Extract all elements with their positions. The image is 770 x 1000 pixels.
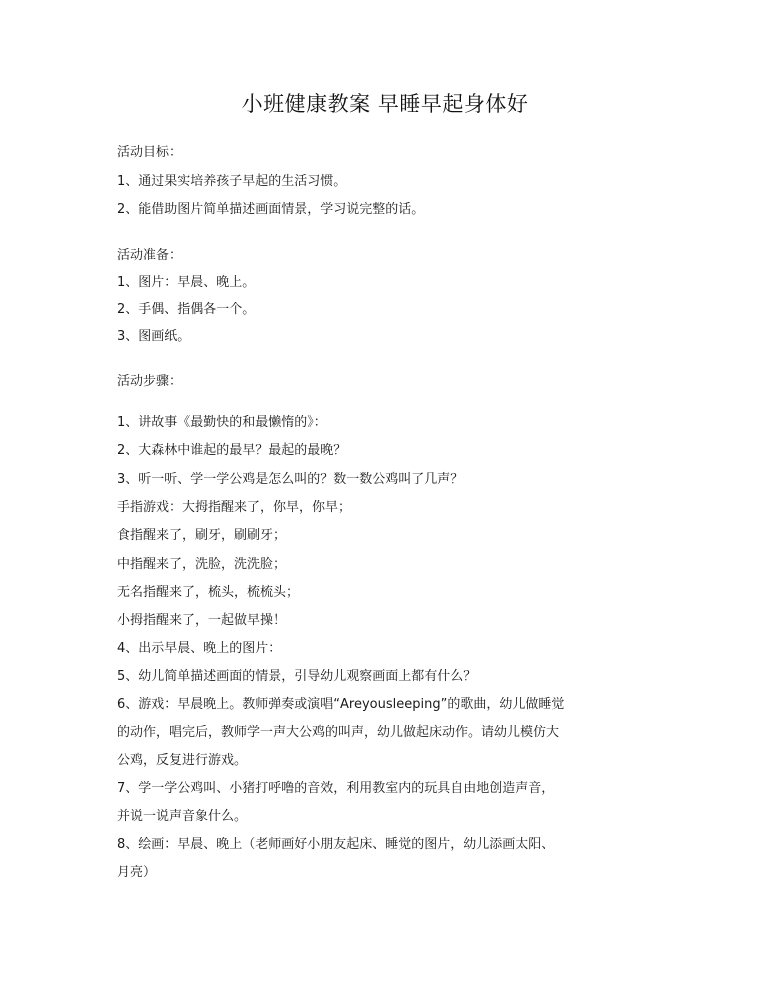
step-line: 手指游戏：大拇指醒来了，你早，你早； <box>117 500 352 515</box>
step-line: 4、出示早晨、晚上的图片： <box>117 641 282 656</box>
step-line: 小拇指醒来了，一起做早操！ <box>117 613 287 628</box>
step-line: 2、大森林中谁起的最早？最起的最晚？ <box>117 443 347 458</box>
document-title: 小班健康教案 早睡早起身体好 <box>241 92 529 116</box>
step-line: 6、游戏：早晨晚上。教师弹奏或演唱“Areyousleeping”的歌曲，幼儿做睡觉 <box>117 697 565 712</box>
step-line: 的动作，唱完后，教师学一声大公鸡的叫声，幼儿做起床动作。请幼儿模仿大 <box>117 725 560 740</box>
preparation-item: 3、图画纸。 <box>117 329 191 344</box>
goals-heading: 活动目标： <box>117 145 183 160</box>
preparation-item: 2、手偶、指偶各一个。 <box>117 302 256 317</box>
step-line: 1、讲故事《最勤快的和最懒惰的》： <box>117 415 327 430</box>
step-line: 5、幼儿简单描述画面的情景，引导幼儿观察画面上都有什么？ <box>117 669 477 684</box>
step-line: 公鸡，反复进行游戏。 <box>117 753 248 768</box>
step-line: 食指醒来了，刷牙，刷刷牙； <box>117 528 287 543</box>
step-line: 7、学一学公鸡叫、小猪打呼噜的音效，利用教室内的玩具自由地创造声音， <box>117 781 555 796</box>
goal-item: 1、通过果实培养孩子早起的生活习惯。 <box>117 174 347 189</box>
preparation-heading: 活动准备： <box>117 248 183 263</box>
step-line: 月亮） <box>117 865 157 880</box>
step-line: 3、听一听、学一学公鸡是怎么叫的？数一数公鸡叫了几声？ <box>117 472 464 487</box>
steps-heading: 活动步骤： <box>117 374 183 389</box>
step-line: 无名指醒来了，梳头，梳梳头； <box>117 585 300 600</box>
step-line: 中指醒来了，洗脸，洗洗脸； <box>117 557 287 572</box>
goal-item: 2、能借助图片简单描述画面情景，学习说完整的话。 <box>117 202 425 217</box>
preparation-item: 1、图片：早晨、晚上。 <box>117 275 256 290</box>
step-line: 8、绘画：早晨、晚上（老师画好小朋友起床、睡觉的图片，幼儿添画太阳、 <box>117 837 555 852</box>
step-line: 并说一说声音象什么。 <box>117 809 248 824</box>
